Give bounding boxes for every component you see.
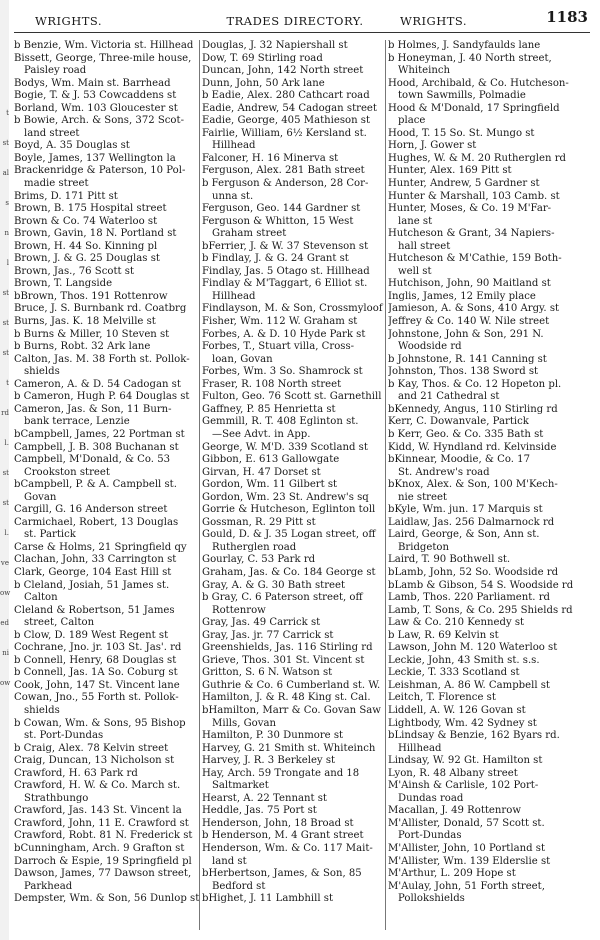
gutter-mark: t xyxy=(6,379,9,387)
header-right: WRIGHTS. xyxy=(400,14,468,28)
directory-entry-line: George, W. M'D. 339 Scotland st xyxy=(202,441,368,453)
gutter-mark: t xyxy=(6,109,9,117)
directory-entry-line: Crookston street xyxy=(24,466,110,478)
directory-entry-line: Graham, Jas. & Co. 184 George st xyxy=(202,566,376,578)
gutter-mark: st xyxy=(2,319,9,327)
directory-entry-line: Darroch & Espie, 19 Springfield pl xyxy=(14,855,192,867)
directory-entry-line: place xyxy=(398,115,426,127)
directory-entry-line: M'Allister, Wm. 139 Elderslie st xyxy=(388,855,551,867)
directory-entry-line: Bogie, T. & J. 53 Cowcaddens st xyxy=(14,90,177,102)
directory-entry-line: Cargill, G. 16 Anderson street xyxy=(14,504,168,516)
binding-gutter xyxy=(0,0,9,940)
directory-entry-line: Forbes, A. & D. 10 Hyde Park st xyxy=(202,328,366,340)
gutter-mark: al xyxy=(2,169,9,177)
directory-entry-line: b Gray, C. 6 Paterson street, off xyxy=(202,592,363,604)
directory-entry-line: Hutchison, John, 90 Maitland st xyxy=(388,278,551,290)
directory-entry-line: Dempster, Wm. & Son, 56 Dunlop st xyxy=(14,893,200,905)
directory-entry-line: Carse & Holms, 21 Springfield qy xyxy=(14,541,187,553)
directory-entry-line: bLindsay & Benzie, 162 Byars rd. xyxy=(388,730,560,742)
directory-entry-line: street, Calton xyxy=(24,617,95,629)
directory-entry-line: Port-Dundas xyxy=(398,830,462,842)
directory-entry-line: bBrown, Thos. 191 Rottenrow xyxy=(14,290,168,302)
directory-entry-line: Crawford, John, 11 E. Crawford st xyxy=(14,817,189,829)
directory-entry-line: Henderson, John, 18 Broad st xyxy=(202,817,354,829)
directory-entry-line: bKyle, Wm. jun. 17 Marquis st xyxy=(388,504,543,516)
directory-entry-line: Kidd, W. Hyndland rd. Kelvinside xyxy=(388,441,557,453)
directory-entry-line: Cleland & Robertson, 51 James xyxy=(14,604,175,616)
directory-entry-line: bFerrier, J. & W. 37 Stevenson st xyxy=(202,240,369,252)
directory-entry-line: Cowan, Jno., 55 Forth st. Pollok- xyxy=(14,692,179,704)
directory-entry-line: Horn, J. Gower st xyxy=(388,140,477,152)
directory-entry-line: Boyd, A. 35 Douglas st xyxy=(14,140,130,152)
directory-entry-line: bLamb, John, 52 So. Woodside rd xyxy=(388,566,559,578)
gutter-mark: st xyxy=(2,499,9,507)
directory-entry-line: M'Allister, John, 10 Portland st xyxy=(388,843,546,854)
directory-entry-line: Bridgeton xyxy=(398,541,450,553)
directory-entry-line: Falconer, H. 16 Minerva st xyxy=(202,152,339,164)
directory-entry-line: Guthrie & Co. 6 Cumberland st. W. xyxy=(202,679,381,691)
directory-entry-line: Hood, T. 15 So. St. Mungo st xyxy=(388,127,535,139)
directory-entry-line: Gemmill, R. T. 408 Eglinton st. xyxy=(202,416,359,428)
directory-entry-line: Craig, Duncan, 13 Nicholson st xyxy=(14,755,175,767)
directory-entry-line: Brown, H. 44 So. Kinning pl xyxy=(14,240,158,252)
directory-entry-line: Lamb, Thos. 220 Parliament. rd xyxy=(388,592,551,604)
directory-entry-line: Paisley road xyxy=(24,65,87,77)
directory-entry-line: b Connell, Jas. 1A So. Coburg st xyxy=(14,667,178,679)
directory-entry-line: Parkhead xyxy=(24,880,73,892)
directory-entry-line: Fulton, Geo. 76 Scott st. Garnethill xyxy=(202,391,382,403)
directory-entry-line: madie street xyxy=(24,178,89,190)
directory-entry-line: Hunter, Moses, & Co. 19 M'Far- xyxy=(388,203,552,215)
directory-entry-line: Forbes, T., Stuart villa, Cross- xyxy=(202,341,355,353)
directory-entry-line: unna st. xyxy=(212,190,254,202)
directory-entry-line: Hillhead xyxy=(212,140,256,152)
running-header xyxy=(35,10,555,28)
gutter-mark: ow xyxy=(0,679,11,687)
directory-entry-line: Leckie, John, 43 Smith st. s.s. xyxy=(388,654,540,666)
directory-entry-line: Gray, A. & G. 30 Bath street xyxy=(202,579,346,591)
directory-entry-line: Rutherglen road xyxy=(212,541,297,553)
directory-entry-line: Crawford, Robt. 81 N. Frederick st xyxy=(14,830,193,842)
directory-entry-line: b Law, R. 69 Kelvin st xyxy=(388,629,499,641)
directory-column-1 xyxy=(14,40,204,906)
directory-entry-line: b Burns, Robt. 32 Ark lane xyxy=(14,341,151,353)
directory-entry-line: Bodys, Wm. Main st. Barrhead xyxy=(14,77,171,89)
directory-entry-line: Hunter, Andrew, 5 Gardner st xyxy=(388,178,540,190)
directory-entry-line: Pollokshields xyxy=(398,893,465,905)
directory-entry-line: b Connell, Henry, 68 Douglas st xyxy=(14,654,177,666)
directory-entry-line: Rottenrow xyxy=(212,604,266,616)
directory-entry-line: town Sawmills, Polmadie xyxy=(398,90,526,102)
directory-entry-line: Saltmarket xyxy=(212,780,269,792)
header-left: WRIGHTS. xyxy=(35,14,103,28)
directory-entry-line: Jeffrey & Co. 140 W. Nile street xyxy=(388,316,550,328)
directory-entry-line: Law & Co. 210 Kennedy st xyxy=(388,617,525,629)
directory-entry-line: Brown, T. Langside xyxy=(14,278,113,290)
directory-entry-line: shields xyxy=(24,704,60,716)
directory-entry-line: Burns, Jas. K. 18 Melville st xyxy=(14,316,156,328)
directory-entry-line: b Craig, Alex. 78 Kelvin street xyxy=(14,742,169,754)
directory-entry-line: Boyle, James, 137 Wellington la xyxy=(14,152,176,164)
directory-entry-line: b Cameron, Hugh P. 64 Douglas st xyxy=(14,391,190,403)
directory-entry-line: Findlay, Jas. 5 Otago st. Hillhead xyxy=(202,265,370,277)
directory-entry-line: Calton, Jas. M. 38 Forth st. Pollok- xyxy=(14,353,190,365)
directory-entry-line: Borland, Wm. 103 Gloucester st xyxy=(14,102,178,114)
directory-entry-line: Dow, T. 69 Stirling road xyxy=(202,52,323,64)
directory-entry-line: Crawford, H. 63 Park rd xyxy=(14,767,138,779)
directory-entry-line: bKennedy, Angus, 110 Stirling rd xyxy=(388,403,558,415)
header-center: TRADES DIRECTORY. xyxy=(226,14,364,28)
gutter-mark: ed xyxy=(0,619,9,627)
directory-entry-line: M'Ainsh & Carlisle, 102 Port- xyxy=(388,780,539,792)
directory-entry-line: Gray, Jas. jr. 77 Carrick st xyxy=(202,629,334,641)
directory-entry-line: Woodside rd xyxy=(398,341,462,353)
directory-entry-line: b Kay, Thos. & Co. 12 Hopeton pl. xyxy=(388,378,562,390)
directory-entry-line: Brown, J. & G. 25 Douglas st xyxy=(14,253,160,265)
directory-entry-line: Graham street xyxy=(212,228,287,240)
gutter-mark: ow xyxy=(0,589,11,597)
directory-entry-line: Carmichael, Robert, 13 Douglas xyxy=(14,516,179,528)
directory-entry-line: Campbell, M'Donald, & Co. 53 xyxy=(14,454,171,466)
directory-entry-line: Jamieson, A. & Sons, 410 Argy. st xyxy=(388,303,560,315)
directory-entry-line: Johnston, Thos. 138 Sword st xyxy=(388,366,539,378)
directory-entry-line: loan, Govan xyxy=(212,353,273,365)
directory-entry-line: and 21 Cathedral st xyxy=(398,391,500,403)
directory-entry-line: Fraser, R. 108 North street xyxy=(202,378,342,390)
directory-entry-line: Dawson, James, 77 Dawson street, xyxy=(14,868,192,880)
directory-entry-line: Brown & Co. 74 Waterloo st xyxy=(14,215,158,227)
directory-entry-line: Harvey, J. R. 3 Berkeley st xyxy=(202,755,336,767)
directory-entry-line: Lindsay, W. 92 Gt. Hamilton st xyxy=(388,755,543,767)
directory-entry-line: Lyon, R. 48 Albany street xyxy=(388,767,518,779)
directory-entry-line: bKinnear, Moodie, & Co. 17 xyxy=(388,454,531,466)
directory-entry-line: b Clow, D. 189 West Regent st xyxy=(14,629,169,641)
directory-entry-line: Fisher, Wm. 112 W. Graham st xyxy=(202,316,358,328)
directory-entry-line: Mills, Govan xyxy=(212,717,276,729)
directory-entry-line: Hillhead xyxy=(212,290,256,302)
directory-entry-line: b Findlay, J. & G. 24 Grant st xyxy=(202,253,349,265)
directory-entry-line: b Cowan, Wm. & Sons, 95 Bishop xyxy=(14,717,186,729)
directory-entry-line: Girvan, H. 47 Dorset st xyxy=(202,466,321,478)
directory-entry-line: st. Port-Dundas xyxy=(24,730,104,742)
directory-entry-line: Leckie, T. 333 Scotland st xyxy=(388,667,520,679)
directory-entry-line: Hood & M'Donald, 17 Springfield xyxy=(388,102,560,114)
directory-entry-line: Hearst, A. 22 Tennant st xyxy=(202,792,327,804)
directory-entry-line: Whiteinch xyxy=(398,65,451,77)
directory-entry-line: St. Andrew's road xyxy=(398,466,490,478)
directory-column-2 xyxy=(202,40,392,906)
directory-entry-line: bLamb & Gibson, 54 S. Woodside rd xyxy=(388,579,574,591)
directory-entry-line: Gritton, S. 6 N. Watson st xyxy=(202,667,333,679)
directory-entry-line: st. Partick xyxy=(24,529,76,541)
directory-entry-line: b Honeyman, J. 40 North street, xyxy=(388,52,552,64)
directory-entry-line: Ferguson & Whitton, 15 West xyxy=(202,215,354,227)
gutter-mark: n xyxy=(4,229,9,237)
directory-entry-line: Brims, D. 171 Pitt st xyxy=(14,190,118,202)
directory-entry-line: Bedford st xyxy=(212,880,266,892)
directory-entry-line: Campbell, J. B. 308 Buchanan st xyxy=(14,441,179,453)
directory-entry-line: Bissett, George, Three-mile house, xyxy=(14,52,192,64)
directory-entry-line: Brackenridge & Paterson, 10 Pol- xyxy=(14,165,186,177)
directory-entry-line: Kerr, C. Dowanvale, Partick xyxy=(388,416,529,428)
directory-entry-line: Clark, George, 104 East Hill st xyxy=(14,566,172,578)
directory-entry-line: Ferguson, Alex. 281 Bath street xyxy=(202,165,365,177)
directory-entry-line: Gaffney, P. 85 Henrietta st xyxy=(202,403,336,415)
directory-entry-line: Laidlaw, Jas. 256 Dalmarnock rd xyxy=(388,516,555,528)
directory-entry-line: b Burns & Miller, 10 Steven st xyxy=(14,328,170,340)
directory-entry-line: Gordon, Wm. 11 Gilbert st xyxy=(202,479,338,491)
directory-entry-line: Gould, D. & J. 35 Logan street, off xyxy=(202,529,376,541)
directory-entry-line: lane st xyxy=(398,215,433,227)
directory-entry-line: Gray, Jas. 49 Carrick st xyxy=(202,617,321,629)
gutter-mark: ni xyxy=(2,649,9,657)
directory-entry-line: Brown, Gavin, 18 N. Portland st xyxy=(14,228,177,240)
directory-entry-line: Cameron, A. & D. 54 Cadogan st xyxy=(14,378,181,390)
directory-entry-line: Hutcheson & M'Cathie, 159 Both- xyxy=(388,253,562,265)
directory-entry-line: shields xyxy=(24,366,60,378)
directory-entry-line: Bruce, J. S. Burnbank rd. Coatbrg xyxy=(14,303,187,315)
directory-entry-line: Govan xyxy=(24,491,57,503)
gutter-mark: st xyxy=(2,349,9,357)
header-rule xyxy=(14,32,590,33)
column-divider xyxy=(385,40,386,930)
directory-entry-line: M'Allister, Donald, 57 Scott st. xyxy=(388,817,545,829)
gutter-mark: s xyxy=(5,199,9,207)
directory-entry-line: Crawford, H. W. & Co. March st. xyxy=(14,780,181,792)
directory-entry-line: bank terrace, Lenzie xyxy=(24,416,130,428)
directory-entry-line: b Holmes, J. Sandyfaulds lane xyxy=(388,40,541,51)
directory-entry-line: bHerbertson, James, & Son, 85 xyxy=(202,868,362,880)
directory-entry-line: Laird, George, & Son, Ann st. xyxy=(388,529,540,541)
directory-entry-line: Hughes, W. & M. 20 Rutherglen rd xyxy=(388,152,566,164)
directory-entry-line: Cook, John, 147 St. Vincent lane xyxy=(14,679,180,691)
column-divider xyxy=(199,40,200,930)
gutter-mark: l xyxy=(6,259,9,267)
gutter-mark: rd xyxy=(1,409,9,417)
directory-entry-line: Forbes, Wm. 3 So. Shamrock st xyxy=(202,366,363,378)
directory-entry-line: b Bowie, Arch. & Sons, 372 Scot- xyxy=(14,115,184,127)
directory-entry-line: b Henderson, M. 4 Grant street xyxy=(202,830,364,842)
directory-entry-line: Calton xyxy=(24,592,58,604)
directory-entry-line: nie street xyxy=(398,491,447,503)
directory-entry-line: Eadie, George, 405 Mathieson st xyxy=(202,115,371,127)
directory-entry-line: b Cleland, Josiah, 51 James st. xyxy=(14,579,170,591)
gutter-mark: st xyxy=(2,469,9,477)
directory-entry-line: b Eadie, Alex. 280 Cathcart road xyxy=(202,90,370,102)
directory-entry-line: bCunningham, Arch. 9 Grafton st xyxy=(14,843,185,854)
directory-entry-line: Inglis, James, 12 Emily place xyxy=(388,290,536,302)
directory-entry-line: Gibbon, E. 613 Gallowgate xyxy=(202,454,340,466)
directory-entry-line: Johnstone, John & Son, 291 N. xyxy=(388,328,544,340)
directory-entry-line: b Ferguson & Anderson, 28 Cor- xyxy=(202,178,369,190)
directory-entry-line: Heddle, Jas. 75 Port st xyxy=(202,805,317,817)
directory-entry-line: Hamilton, P. 30 Dunmore st xyxy=(202,730,344,742)
directory-entry-line: Clachan, John, 33 Carrington st xyxy=(14,554,177,566)
directory-entry-line: Macallan, J. 49 Rottenrow xyxy=(388,805,521,817)
directory-entry-line: Hillhead xyxy=(398,742,442,754)
directory-entry-line: Laird, T. 90 Bothwell st. xyxy=(388,554,511,566)
directory-entry-line: land st xyxy=(212,855,247,867)
directory-entry-line: Fairlie, William, 6½ Kersland st. xyxy=(202,127,367,139)
directory-entry-line: Douglas, J. 32 Napiershall st xyxy=(202,40,348,51)
directory-entry-line: M'Arthur, L. 209 Hope st xyxy=(388,868,516,880)
gutter-mark: l. xyxy=(4,439,9,447)
directory-entry-line: Leishman, A. 86 W. Campbell st xyxy=(388,679,550,691)
gutter-mark: l. xyxy=(4,529,9,537)
directory-entry-line: b Benzie, Wm. Victoria st. Hillhead xyxy=(14,40,194,51)
directory-entry-line: Hutcheson & Grant, 34 Napiers- xyxy=(388,228,555,240)
directory-entry-line: Grieve, Thos. 301 St. Vincent st xyxy=(202,654,365,666)
directory-entry-line: Gordon, Wm. 23 St. Andrew's sq xyxy=(202,491,369,503)
directory-entry-line: Dundas road xyxy=(398,792,464,804)
directory-entry-line: bKnox, Alex. & Son, 100 M'Kech- xyxy=(388,479,558,491)
directory-entry-line: bHighet, J. 11 Lambhill st xyxy=(202,893,334,905)
directory-entry-line: b Johnstone, R. 141 Canning st xyxy=(388,353,547,365)
gutter-mark: st xyxy=(2,139,9,147)
directory-entry-line: Crawford, Jas. 143 St. Vincent la xyxy=(14,805,182,817)
directory-entry-line: Leitch, T. Florence st xyxy=(388,692,496,704)
directory-entry-line: Hood, Archibald, & Co. Hutcheson- xyxy=(388,77,569,89)
directory-entry-line: Hay, Arch. 59 Trongate and 18 xyxy=(202,767,360,779)
directory-entry-line: —See Advt. in App. xyxy=(212,428,311,440)
directory-entry-line: M'Aulay, John, 51 Forth street, xyxy=(388,880,545,892)
directory-entry-line: b Kerr, Geo. & Co. 335 Bath st xyxy=(388,428,544,440)
directory-entry-line: Eadie, Andrew, 54 Cadogan street xyxy=(202,102,377,114)
directory-entry-line: Findlayson, M. & Son, Crossmyloof xyxy=(202,303,383,315)
directory-entry-line: Lightbody, Wm. 42 Sydney st xyxy=(388,717,537,729)
directory-entry-line: Strathbungo xyxy=(24,792,89,804)
directory-entry-line: land street xyxy=(24,127,80,139)
directory-entry-line: Harvey, G. 21 Smith st. Whiteinch xyxy=(202,742,376,754)
directory-entry-line: Henderson, Wm. & Co. 117 Mait- xyxy=(202,843,373,854)
page-number: 1183 xyxy=(546,8,588,26)
gutter-mark: ve xyxy=(0,559,9,567)
directory-entry-line: bHamilton, Marr & Co. Govan Saw xyxy=(202,704,381,716)
directory-entry-line: Ferguson, Geo. 144 Gardner st xyxy=(202,203,361,215)
directory-entry-line: Liddell, A. W. 126 Govan st xyxy=(388,704,526,716)
directory-entry-line: Brown, Jas., 76 Scott st xyxy=(14,265,135,277)
directory-entry-line: Greenshields, Jas. 116 Stirling rd xyxy=(202,642,373,654)
directory-entry-line: Duncan, John, 142 North street xyxy=(202,65,364,77)
directory-entry-line: hall street xyxy=(398,240,451,252)
directory-entry-line: Cochrane, Jno. jr. 103 St. Jas'. rd xyxy=(14,642,182,654)
directory-entry-line: well st xyxy=(398,265,432,277)
directory-entry-line: Lamb, T. Sons, & Co. 295 Shields rd xyxy=(388,604,573,616)
directory-entry-line: bCampbell, James, 22 Portman st xyxy=(14,428,185,440)
directory-entry-line: Cameron, Jas. & Son, 11 Burn- xyxy=(14,403,172,415)
directory-column-3 xyxy=(388,40,578,906)
directory-entry-line: Dunn, John, 50 Ark lane xyxy=(202,77,325,89)
directory-entry-line: Lawson, John M. 120 Waterloo st xyxy=(388,642,558,654)
directory-entry-line: Gossman, R. 29 Pitt st xyxy=(202,516,316,528)
directory-entry-line: Hunter & Marshall, 103 Camb. st xyxy=(388,190,560,202)
gutter-mark: st xyxy=(2,289,9,297)
directory-entry-line: Findlay & M'Taggart, 6 Elliot st. xyxy=(202,278,368,290)
directory-entry-line: Hunter, Alex. 169 Pitt st xyxy=(388,165,512,177)
directory-entry-line: Gorrie & Hutcheson, Eglinton toll xyxy=(202,504,376,516)
directory-entry-line: bCampbell, P. & A. Campbell st. xyxy=(14,479,177,491)
directory-entry-line: Gourlay, C. 53 Park rd xyxy=(202,554,316,566)
directory-entry-line: Hamilton, J. & R. 48 King st. Cal. xyxy=(202,692,371,704)
directory-entry-line: Brown, B. 175 Hospital street xyxy=(14,203,167,215)
